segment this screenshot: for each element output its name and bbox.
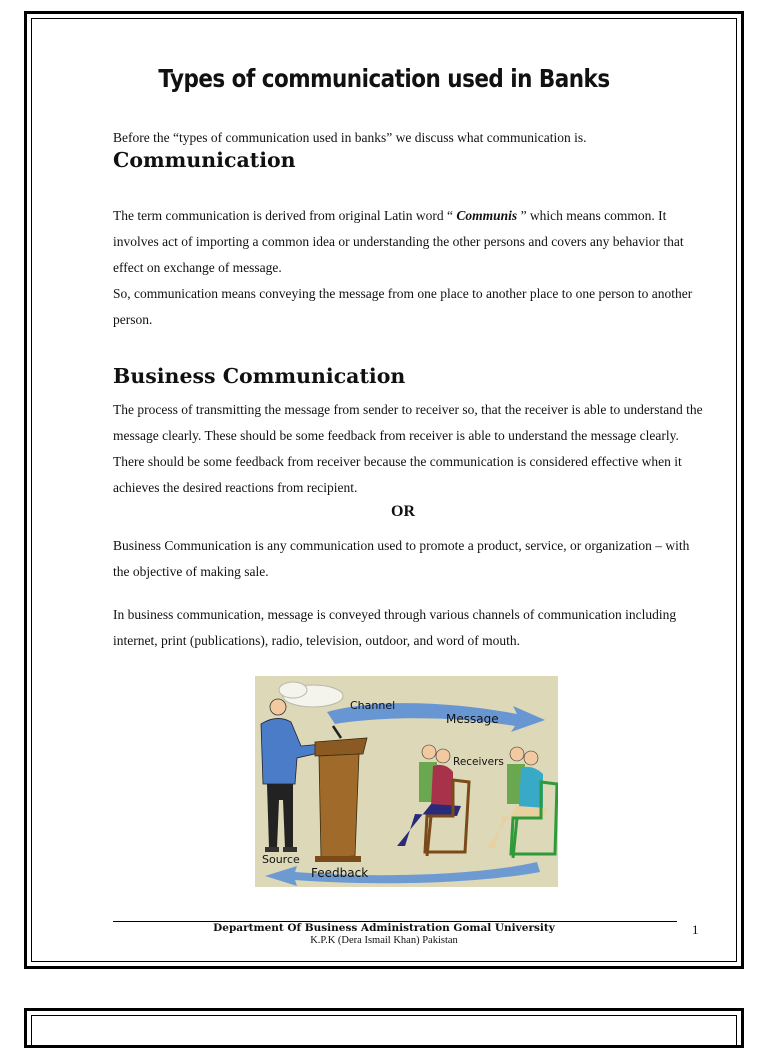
channel-label: Channel: [350, 699, 396, 712]
channels-paragraph: In business communication, message is conveyed through various channels of communication including internet, print (publications), radio, television, outdoor, and word of mouth.: [113, 607, 677, 648]
next-page-border: [24, 1008, 744, 1048]
page-number: 1: [692, 922, 699, 937]
communication-paragraph: [113, 203, 703, 333]
business-communication-definition: Business Communication is any communication used to promote a product, service, or organization – with the objective of making sale.: [113, 538, 690, 579]
receivers-label: Receivers: [453, 756, 504, 768]
source-label: Source: [262, 853, 300, 866]
footer-department: Department Of Business Administration Gomal University: [213, 922, 555, 934]
communication-process-illustration: [255, 676, 558, 887]
feedback-label: Feedback: [311, 866, 369, 880]
or-separator: OR: [391, 503, 415, 520]
communication-text-end: ” which means common. It involves act of importing a common idea or understanding the other persons and covers any behavior that effect on exchange of message.: [113, 208, 684, 275]
footer-location: K.P.K (Dera Ismail Khan) Pakistan: [310, 935, 458, 946]
business-communication-paragraph: The process of transmitting the message from sender to receiver so, that the receiver is able to understand the message clearly. These should be some feedback from receiver is able to understand the message clearly. There should be some feedback from receiver because the communication is considered effective when it achieves the desired reactions from recipient.: [113, 402, 703, 495]
communication-text-second: So, communication means conveying the message from one place to another place to one person to another person.: [113, 286, 693, 327]
business-communication-heading: Business Communication: [113, 364, 406, 388]
communication-text-start: The term communication is derived from original Latin word “: [113, 208, 457, 223]
message-label: Message: [446, 712, 499, 726]
latin-word: Communis: [456, 208, 518, 223]
document-title: Types of communication used in Banks: [158, 64, 610, 93]
communication-heading: Communication: [113, 148, 296, 172]
intro-text: Before the “types of communication used in banks” we discuss what communication is.: [113, 130, 587, 145]
next-page-border-inner: [31, 1015, 737, 1047]
